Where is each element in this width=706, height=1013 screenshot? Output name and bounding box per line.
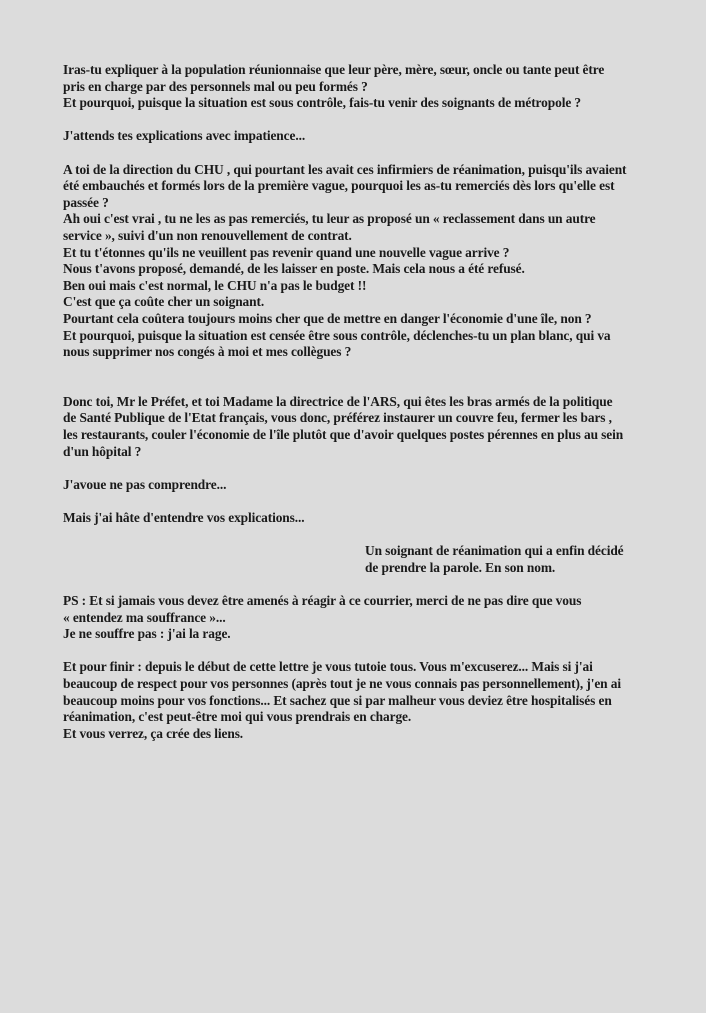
text-line: J'attends tes explications avec impatience...	[63, 128, 306, 144]
text-line: Et pourquoi, puisque la situation est censée être sous contrôle, déclenches-tu un plan blanc, qui va	[63, 327, 611, 343]
text-line: Je ne souffre pas : j'ai la rage.	[63, 626, 231, 642]
text-line: Et pourquoi, puisque la situation est sous contrôle, fais-tu venir des soignants de métropole ?	[63, 95, 582, 111]
text-line: beaucoup moins pour vos fonctions... Et sachez que si par malheur vous deviez être hospitalisés en	[63, 692, 612, 708]
text-line: de Santé Publique de l'Etat français, vous donc, préférez instaurer un couvre feu, fermer les bars ,	[63, 410, 612, 426]
text-line: été embauchés et formés lors de la première vague, pourquoi les as-tu remerciés dès lors qu'elle est	[63, 178, 615, 194]
text-line: nous supprimer nos congés à moi et mes collègues ?	[63, 344, 352, 360]
paragraph-population-question	[63, 62, 653, 112]
paragraph-spacer	[63, 493, 653, 510]
text-line: J'avoue ne pas comprendre...	[63, 476, 227, 492]
paragraph-spacer	[63, 576, 653, 593]
text-line: Ben oui mais c'est normal, le CHU n'a pas le budget !!	[63, 277, 367, 293]
text-line: Et pour finir : depuis le début de cette lettre je vous tutoie tous. Vous m'excuserez... Mais si j'ai	[63, 659, 593, 675]
text-line: d'un hôpital ?	[63, 443, 142, 459]
text-line: Pourtant cela coûtera toujours moins cher que de mettre en danger l'économie d'une île, non ?	[63, 310, 592, 326]
text-line: Ah oui c'est vrai , tu ne les as pas remerciés, tu leur as proposé un « reclassement dans un autre	[63, 211, 596, 227]
paragraph-spacer	[63, 361, 653, 394]
paragraph-spacer	[63, 643, 653, 660]
paragraph-not-understanding	[63, 477, 653, 494]
letter-body	[63, 62, 653, 742]
paragraph-awaiting-explanations	[63, 128, 653, 145]
text-line: Et tu t'étonnes qu'ils ne veuillent pas revenir quand une nouvelle vague arrive ?	[63, 244, 510, 260]
paragraph-postscript	[63, 593, 653, 643]
text-line: Donc toi, Mr le Préfet, et toi Madame la directrice de l'ARS, qui êtes les bras armés de la politique	[63, 393, 613, 409]
text-line: Iras-tu expliquer à la population réunionnaise que leur père, mère, sœur, oncle ou tante peut être	[63, 62, 605, 77]
paragraph-spacer	[63, 145, 653, 162]
text-line: A toi de la direction du CHU , qui pourtant les avait ces infirmiers de réanimation, puisqu'ils avaient	[63, 161, 627, 177]
text-line: service », suivi d'un non renouvellement de contrat.	[63, 227, 352, 243]
text-line: de prendre la parole. En son nom.	[365, 559, 556, 575]
text-line: Et vous verrez, ça crée des liens.	[63, 725, 244, 741]
paragraph-eager-explanations	[63, 510, 653, 527]
text-line: « entendez ma souffrance »...	[63, 609, 226, 625]
text-line: réanimation, c'est peut-être moi qui vous prendrais en charge.	[63, 709, 412, 725]
text-line: Nous t'avons proposé, demandé, de les laisser en poste. Mais cela nous a été refusé.	[63, 261, 525, 277]
text-line: pris en charge par des personnels mal ou peu formés ?	[63, 78, 368, 94]
paragraph-spacer	[63, 460, 653, 477]
paragraph-prefet-ars	[63, 394, 653, 460]
paragraph-spacer	[63, 112, 653, 129]
text-line: C'est que ça coûte cher un soignant.	[63, 294, 265, 310]
text-line: Mais j'ai hâte d'entendre vos explications...	[63, 510, 305, 526]
signature-block	[365, 543, 653, 576]
text-line: Un soignant de réanimation qui a enfin décidé	[365, 543, 624, 559]
text-line: beaucoup de respect pour vos personnes (après tout je ne vous connais pas personnellement), j'en ai	[63, 675, 621, 691]
paragraph-chu-direction	[63, 162, 653, 361]
text-line: les restaurants, couler l'économie de l'île plutôt que d'avoir quelques postes pérennes en plus au sein	[63, 427, 624, 443]
paragraph-spacer	[63, 527, 653, 544]
paragraph-closing	[63, 659, 653, 742]
text-line: passée ?	[63, 194, 109, 210]
text-line: PS : Et si jamais vous devez être amenés à réagir à ce courrier, merci de ne pas dire que vous	[63, 593, 582, 608]
